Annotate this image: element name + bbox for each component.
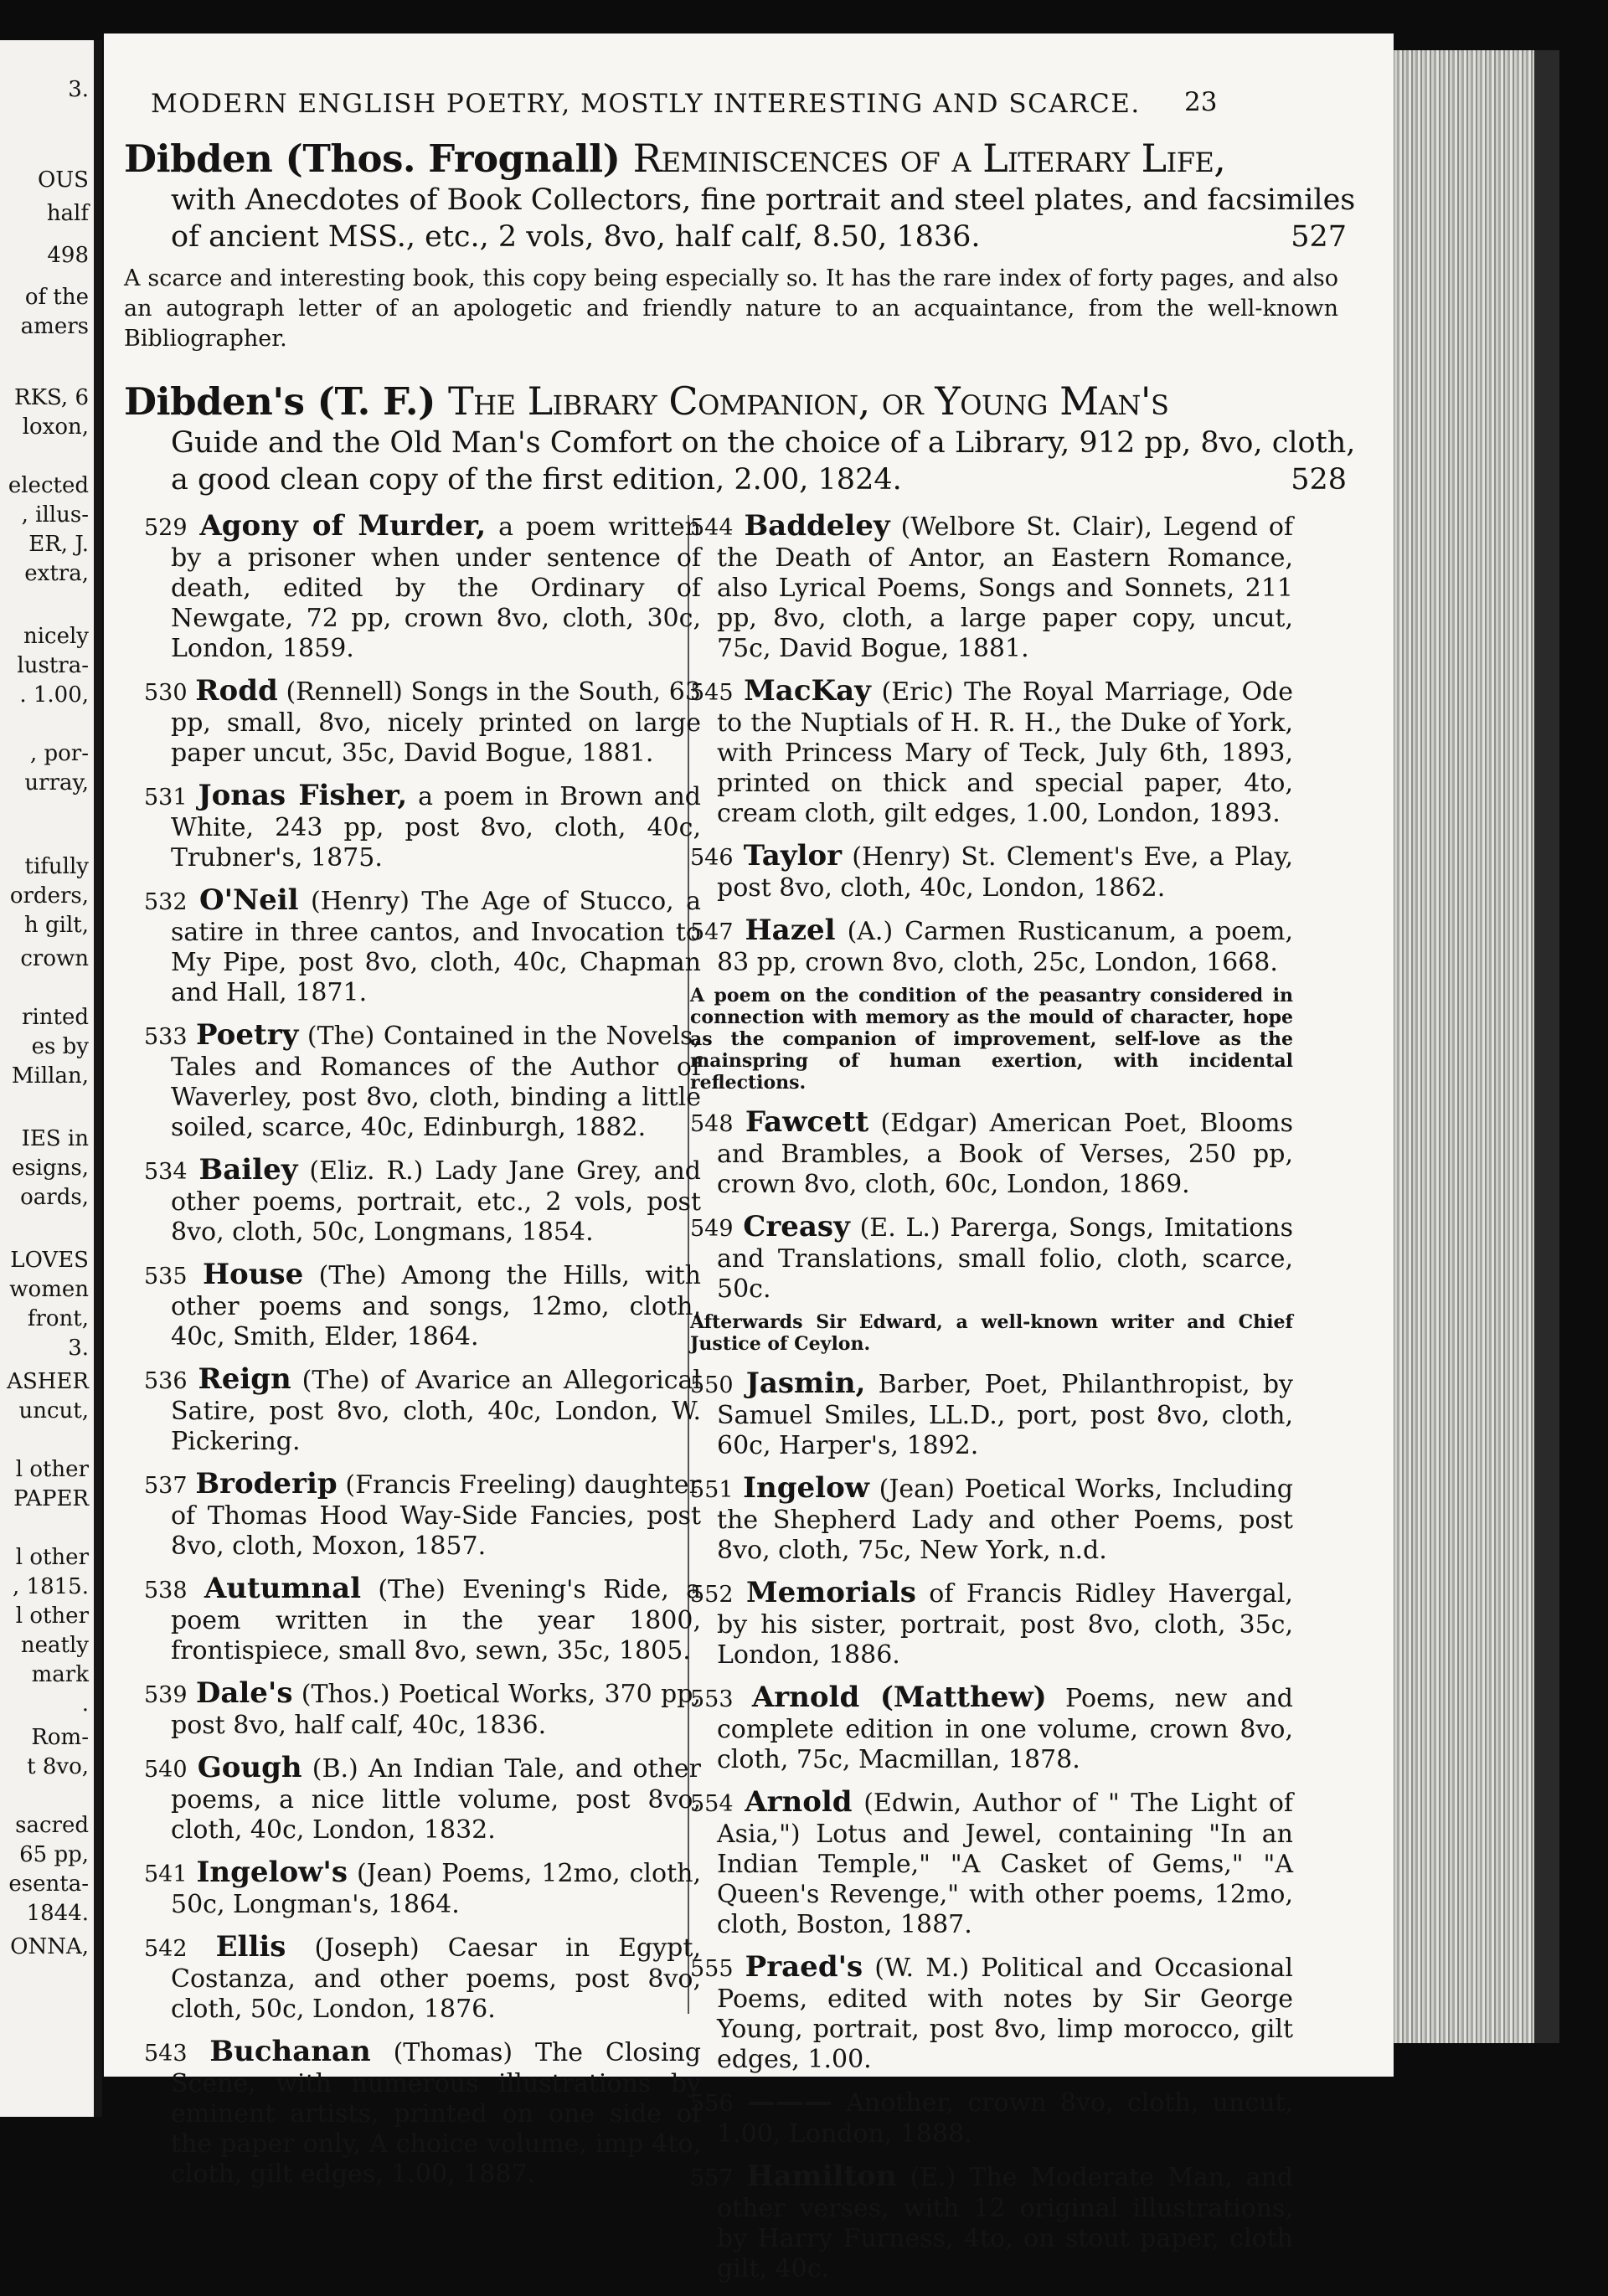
facing-page-fragment <box>0 40 102 2117</box>
facing-page-text: rinted <box>22 1005 89 1030</box>
entry-heading: Buchanan <box>209 2035 371 2068</box>
facing-page-text: urray, <box>24 770 89 795</box>
entry-heading: Hazel <box>745 914 836 947</box>
entry-heading: Bailey <box>198 1153 298 1187</box>
facing-page-text: . 1.00, <box>19 682 89 708</box>
entry-number: 550 <box>690 1372 734 1398</box>
facing-page-text: l other <box>15 1604 89 1629</box>
entry-description: Another, crown 8vo, cloth, uncut, 1.00, London, 1888. <box>717 2088 1293 2149</box>
catalog-entry <box>144 1753 701 1846</box>
entry-line: with Anecdotes of Book Collectors, fine portrait and steel plates, and facsimiles <box>171 183 1356 217</box>
entry-heading: House <box>202 1258 304 1291</box>
entry-heading: Agony of Murder, <box>199 509 487 543</box>
entry-description: a poem written by a prisoner when under sentence of death, edited by the Ordinary of Newgate, 72 pp, crown 8vo, cloth, 30c, London, 1859. <box>171 512 701 663</box>
facing-page-text: 65 pp, <box>19 1842 89 1867</box>
entry-description: (Welbore St. Clair), Legend of the Death of Antor, an Eastern Romance, also Lyrical Poems, Songs and Sonnets, 211 pp, 8vo, cloth, a large paper copy, uncut, 75c, David Bogue, 1881. <box>717 512 1293 663</box>
entry-heading: MacKay <box>744 674 871 708</box>
entry-heading: Gough <box>197 1751 302 1784</box>
facing-page-text: l other <box>15 1457 89 1482</box>
entry-description: (Thos.) Poetical Works, 370 pp, post 8vo, half calf, 40c, 1836. <box>171 1680 701 1740</box>
catalog-entry <box>144 1678 701 1741</box>
entry-number: 544 <box>690 515 734 541</box>
entry-number: 557 <box>690 2165 734 2191</box>
entry-number: 534 <box>144 1159 188 1185</box>
entry-description: Poems, new and complete edition in one volume, crown 8vo, cloth, 75c, Macmillan, 1878. <box>717 1684 1293 1774</box>
facing-page-text: t 8vo, <box>27 1754 89 1779</box>
entry-description: (Henry) St. Clement's Eve, a Play, post 8vo, cloth, 40c, London, 1862. <box>717 842 1293 903</box>
facing-page-text: Rom- <box>31 1725 89 1750</box>
facing-page-text: 3. <box>68 1336 89 1361</box>
catalog-entry <box>690 1787 1293 1940</box>
page-number: 23 <box>1184 87 1218 117</box>
catalog-entry <box>690 1107 1293 1200</box>
entry-number: 540 <box>144 1757 188 1783</box>
entry-number: 553 <box>690 1686 734 1712</box>
facing-page-text: ONNA, <box>10 1934 89 1959</box>
facing-page-text: IES in <box>21 1126 89 1151</box>
entry-heading: Praed's <box>745 1950 863 1984</box>
entry-description: (Joseph) Caesar in Egypt, Costanza, and other poems, post 8vo, cloth, 50c, London, 1876. <box>171 1933 701 2024</box>
facing-page-text: front, <box>27 1306 89 1331</box>
entry-line: Guide and the Old Man's Comfort on the choice of a Library, 912 pp, 8vo, cloth, <box>171 426 1356 460</box>
catalog-page <box>104 33 1394 2283</box>
catalog-entry <box>690 676 1293 829</box>
entry-description: Barber, Poet, Philanthropist, by Samuel Smiles, LL.D., port, post 8vo, cloth, 60c, Harper's, 1892. <box>717 1370 1293 1460</box>
entry-heading: Jonas Fisher, <box>198 779 408 812</box>
entry-number: 545 <box>690 680 734 706</box>
left-column <box>144 511 701 2201</box>
entry-title: Reminiscences of a Literary Life, <box>632 136 1226 181</box>
entry-number: 547 <box>690 919 734 945</box>
entry-description: (Jean) Poems, 12mo, cloth, 50c, Longman's, 1864. <box>171 1859 701 1919</box>
facing-page-text: OUS <box>37 167 89 193</box>
entry-heading: O'Neil <box>198 883 299 917</box>
facing-page-text: crown <box>20 946 89 971</box>
entry-number: 528 <box>1291 463 1347 497</box>
entry-number: 531 <box>144 785 188 811</box>
catalog-entry <box>690 2087 1293 2149</box>
entry-number: 538 <box>144 1578 188 1604</box>
entry-heading: Ingelow <box>743 1471 870 1505</box>
facing-page-text: extra, <box>24 561 89 586</box>
entry-heading: Dale's <box>195 1676 293 1710</box>
facing-page-text: 498 <box>47 243 89 268</box>
entry-description: (Edgar) American Poet, Blooms and Brambles, a Book of Verses, 250 pp, crown 8vo, cloth, 60c, London, 1869. <box>717 1109 1293 1199</box>
facing-page-text: LOVES <box>10 1248 89 1273</box>
entry-heading: Jasmin, <box>745 1367 866 1400</box>
entry-number: 554 <box>690 1791 734 1817</box>
entry-description: of Francis Ridley Havergal, by his sister, portrait, post 8vo, cloth, 35c, London, 1886. <box>717 1579 1293 1670</box>
catalog-entry <box>144 1573 701 1666</box>
entry-number: 527 <box>1291 220 1347 254</box>
entry-heading: Poetry <box>196 1018 299 1052</box>
catalog-entry <box>690 1212 1293 1305</box>
entry-number: 536 <box>144 1368 188 1394</box>
catalog-entry <box>144 885 701 1008</box>
entry-note: A poem on the condition of the peasantry considered in connection with memory as the mould of character, hope as the companion of improvement, self-love as the mainspring of human exertion, with incidental reflections. <box>690 985 1293 1094</box>
catalog-entry-527 <box>124 136 1356 354</box>
facing-page-text: , illus- <box>21 502 89 528</box>
entry-description: (The) of Avarice an Allegorical Satire, post 8vo, cloth, 40c, London, W. Pickering. <box>171 1366 701 1456</box>
facing-page-text: , por- <box>29 741 89 766</box>
catalog-entry <box>144 1857 701 1920</box>
entry-heading: Creasy <box>743 1210 850 1243</box>
entry-description: (E. L.) Parerga, Songs, Imitations and Translations, small folio, cloth, scarce, 50c. <box>717 1213 1293 1304</box>
entry-description: (Henry) The Age of Stucco, a satire in three cantos, and Invocation to My Pipe, post 8vo, cloth, 40c, Chapman and Hall, 1871. <box>171 887 701 1007</box>
catalog-entry-528 <box>124 378 1356 498</box>
entry-description: (Eric) The Royal Marriage, Ode to the Nuptials of H. R. H., the Duke of York, with Princess Mary of Teck, July 6th, 1893, printed on thick and special paper, 4to, cream cloth, gilt edges, 1.00, London, 1893. <box>717 677 1293 828</box>
entry-description: a poem in Brown and White, 243 pp, post 8vo, cloth, 40c, Trubner's, 1875. <box>171 782 701 873</box>
facing-page-text: sacred <box>15 1813 89 1838</box>
facing-page-text: . <box>81 1691 89 1717</box>
entry-heading: Autumnal <box>204 1572 362 1605</box>
entry-description: (Francis Freeling) daughter of Thomas Hood Way-Side Fancies, post 8vo, cloth, Moxon, 1857. <box>171 1470 701 1561</box>
facing-page-text: ER, J. <box>28 532 89 557</box>
facing-page-text: half <box>46 201 89 226</box>
entry-heading: Rodd <box>195 674 278 708</box>
facing-page-text: RKS, 6 <box>14 385 89 410</box>
facing-page-text: esigns, <box>11 1156 89 1181</box>
facing-page-text: esenta- <box>8 1871 89 1897</box>
facing-page-text: l other <box>15 1545 89 1570</box>
catalog-entry <box>690 841 1293 903</box>
entry-heading: Taylor <box>743 839 843 873</box>
catalog-entry <box>690 2161 1293 2284</box>
book-cover-edge <box>1534 50 1559 2043</box>
catalog-entry <box>690 511 1293 664</box>
facing-page-text: h gilt, <box>24 913 89 938</box>
facing-page-text: orders, <box>9 883 89 909</box>
entry-number: 532 <box>144 889 188 915</box>
facing-page-text: nicely <box>23 624 89 649</box>
facing-page-text: es by <box>31 1034 89 1059</box>
entry-note: Afterwards Sir Edward, a well-known writer and Chief Justice of Ceylon. <box>690 1311 1293 1355</box>
entry-number: 543 <box>144 2041 188 2067</box>
entry-description: (The) Evening's Ride, a poem written in the year 1800, frontispiece, small 8vo, sewn, 35c, 1805. <box>171 1575 701 1665</box>
entry-heading: Baddeley <box>744 509 890 543</box>
catalog-entry <box>144 1364 701 1457</box>
facing-page-text: amers <box>20 314 89 339</box>
entry-number: 546 <box>690 845 734 871</box>
entry-line: a good clean copy of the first edition, 2.00, 1824. <box>171 463 902 497</box>
catalog-entry <box>144 1020 701 1143</box>
entry-description: (The) Among the Hills, with other poems and songs, 12mo, cloth, 40c, Smith, Elder, 1864. <box>171 1261 701 1351</box>
entry-heading: Fawcett <box>745 1105 869 1139</box>
catalog-entry <box>144 1259 701 1352</box>
entry-description: (A.) Carmen Rusticanum, a poem, 83 pp, crown 8vo, cloth, 25c, London, 1668. <box>717 917 1293 977</box>
entry-number: 542 <box>144 1936 188 1962</box>
catalog-entry <box>144 1932 701 2025</box>
facing-page-text: loxon, <box>22 414 89 440</box>
facing-page-text: lustra- <box>17 653 89 678</box>
facing-page-text: women <box>9 1277 89 1302</box>
right-column <box>690 511 1293 2296</box>
catalog-entry <box>690 1952 1293 2075</box>
entry-heading: Broderip <box>195 1467 338 1501</box>
catalog-entry <box>144 1469 701 1562</box>
entry-title: The Library Companion, or Young Man's <box>448 378 1169 424</box>
entry-description: (Thomas) The Closing Scene, with numerous illustrations by eminent artists, printed on one side of the paper only, A choice volume, imp 4to, cloth, gilt edges, 1.00, 1887. <box>171 2038 701 2189</box>
catalog-entry <box>690 1682 1293 1775</box>
facing-page-text: 3. <box>68 77 89 102</box>
entry-number: 556 <box>690 2091 734 2117</box>
entry-number: 541 <box>144 1861 188 1887</box>
running-head: MODERN ENGLISH POETRY, MOSTLY INTERESTING AND SCARCE. <box>151 89 1141 119</box>
entry-heading: Arnold (Matthew) <box>751 1681 1047 1714</box>
facing-page-text: PAPER <box>13 1486 89 1511</box>
entry-heading: Hamilton <box>746 2160 897 2193</box>
catalog-entry <box>144 780 701 873</box>
entry-number: 533 <box>144 1024 188 1050</box>
entry-number: 552 <box>690 1582 734 1608</box>
facing-page-text: , 1815. <box>13 1574 89 1599</box>
facing-page-text: neatly <box>20 1633 89 1658</box>
entry-number: 548 <box>690 1111 734 1137</box>
facing-page-text: Millan, <box>11 1063 89 1089</box>
entry-description: (Jean) Poetical Works, Including the Shepherd Lady and other Poems, post 8vo, cloth, 75c, New York, n.d. <box>717 1475 1293 1565</box>
entry-heading: Reign <box>198 1362 291 1396</box>
entry-heading: ——— <box>746 2085 832 2118</box>
entry-description: (Edwin, Author of " The Light of Asia,") Lotus and Jewel, containing "In an Indian Temple," "A Casket of Gems," "A Queen's Revenge," with other poems, 12mo, cloth, Boston, 1887. <box>717 1789 1294 1939</box>
catalog-entry <box>690 1368 1293 1461</box>
catalog-entry <box>144 2036 701 2190</box>
entry-number: 529 <box>144 515 188 541</box>
entry-number: 539 <box>144 1682 188 1708</box>
entry-heading: Ingelow's <box>196 1856 348 1889</box>
entry-heading: Ellis <box>215 1930 286 1964</box>
entry-description: (B.) An Indian Tale, and other poems, a nice little volume, post 8vo, cloth, 40c, London, 1832. <box>171 1754 701 1845</box>
entry-number: 555 <box>690 1956 734 1982</box>
facing-page-text: elected <box>8 473 89 498</box>
entry-description: (E.) The Moderate Man, and other verses, with 12 original illustrations, by Harry Furness, 4to, on stout paper, cloth gilt, 40c. <box>717 2163 1293 2283</box>
catalog-entry <box>690 915 1293 978</box>
entry-description: (The) Contained in the Novels, Tales and Romances of the Author of Waverley, post 8vo, cloth, binding a little soiled, scarce, 40c, Edinburgh, 1882. <box>171 1022 701 1142</box>
facing-page-text: ASHER <box>7 1369 89 1394</box>
catalog-entry <box>690 1473 1293 1566</box>
facing-page-text: tifully <box>24 854 89 879</box>
entry-number: 537 <box>144 1473 188 1499</box>
entry-number: 549 <box>690 1216 734 1242</box>
catalog-entry <box>144 676 701 769</box>
entry-note: A scarce and interesting book, this copy being especially so. It has the rare index of forty pages, and also an autograph letter of an apologetic and friendly nature to an acquaintance, from the well-known Bibliographer. <box>124 265 1338 352</box>
entry-description: (W. M.) Political and Occasional Poems, edited with notes by Sir George Young, portrait, post 8vo, limp morocco, gilt edges, 1.00. <box>717 1954 1294 2074</box>
entry-description: (Eliz. R.) Lady Jane Grey, and other poems, portrait, etc., 2 vols, post 8vo, cloth, 50c, Longmans, 1854. <box>171 1156 701 1247</box>
entry-description: (Rennell) Songs in the South, 63 pp, small, 8vo, nicely printed on large paper uncut, 35c, David Bogue, 1881. <box>171 677 701 768</box>
entry-heading: Memorials <box>746 1576 916 1609</box>
entry-number: 551 <box>690 1477 734 1503</box>
facing-page-text: of the <box>24 285 89 310</box>
catalog-entry <box>144 1155 701 1248</box>
entry-number: 530 <box>144 680 188 706</box>
facing-page-text: 1844. <box>26 1901 89 1926</box>
facing-page-text: mark <box>31 1662 89 1687</box>
facing-page-text: oards, <box>20 1185 89 1210</box>
entry-author: Dibden's (T. F.) <box>124 379 436 424</box>
catalog-entry <box>690 1578 1293 1671</box>
entry-line: of ancient MSS., etc., 2 vols, 8vo, half calf, 8.50, 1836. <box>171 220 981 254</box>
entry-author: Dibden (Thos. Frognall) <box>124 136 621 181</box>
catalog-entry <box>144 511 701 664</box>
facing-page-text: uncut, <box>18 1398 89 1423</box>
entry-heading: Arnold <box>745 1785 853 1819</box>
entry-number: 535 <box>144 1264 188 1290</box>
